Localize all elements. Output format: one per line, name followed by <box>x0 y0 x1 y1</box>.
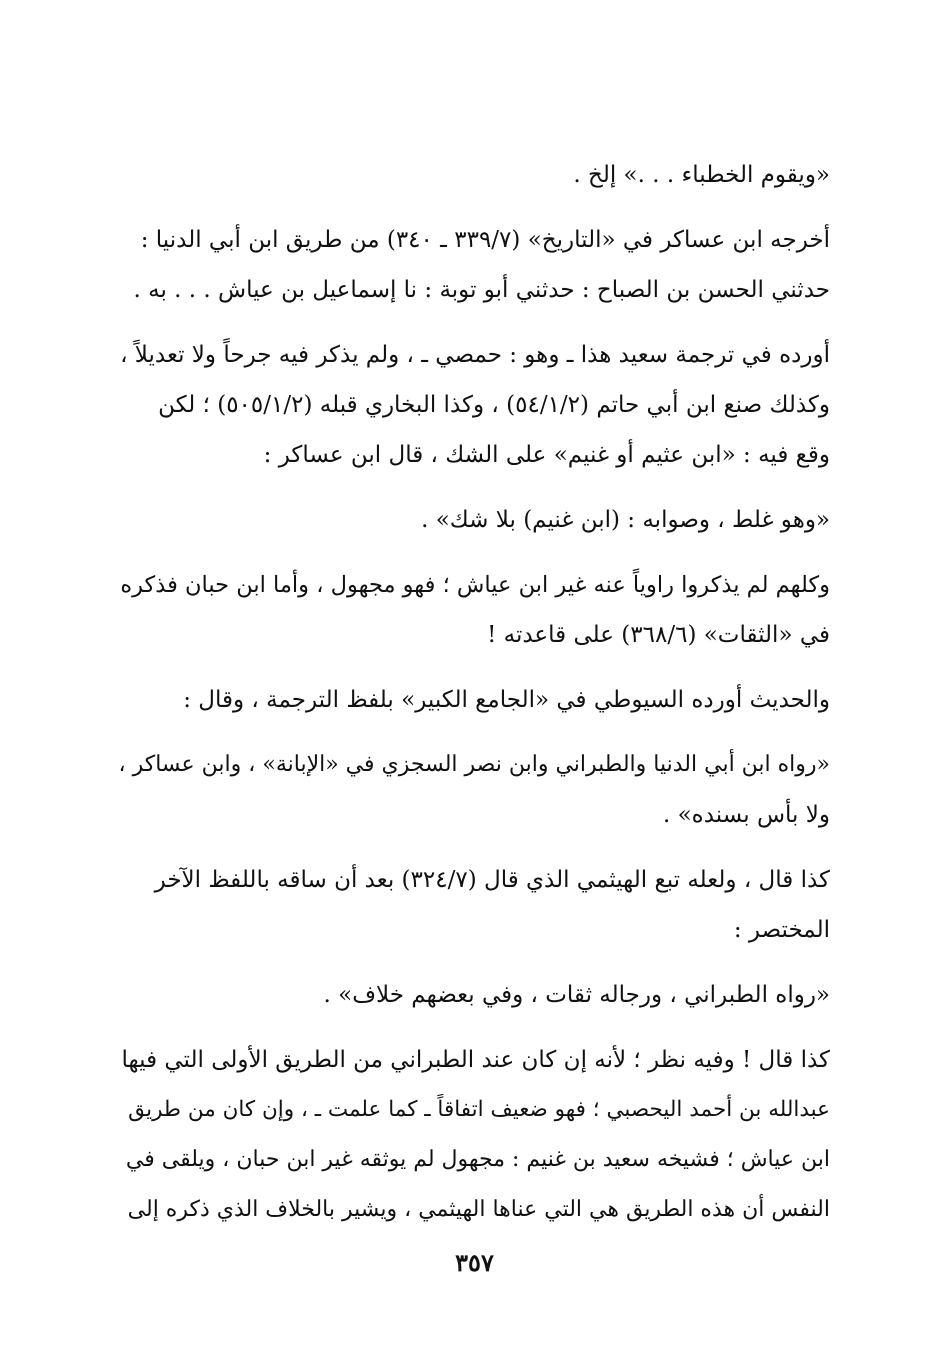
text-line: «رواه الطبراني ، ورجاله ثقات ، وفي بعضهم خلاف» . <box>323 982 830 1008</box>
paragraph <box>118 215 830 315</box>
quote-paragraph <box>118 740 830 840</box>
text-line: «رواه ابن أبي الدنيا والطبراني وابن نصر السجزي في «الإبانة» ، وابن عساكر ، <box>118 752 830 777</box>
paragraph <box>118 560 830 660</box>
paragraph <box>118 330 830 480</box>
text-line: «ويقوم الخطباء . . .» إلخ . <box>573 162 830 188</box>
paragraph <box>118 1035 830 1235</box>
text-line: أخرجه ابن عساكر في «التاريخ» (٣٣٩/٧ ـ ٣٤٠) من طريق ابن أبي الدنيا : <box>140 227 830 253</box>
quote-paragraph <box>118 970 830 1020</box>
text-line: كذا قال ! وفيه نظر ؛ لأنه إن كان عند الطبراني من الطريق الأولى التي فيها <box>121 1047 830 1073</box>
text-line: «وهو غلط ، وصوابه : (ابن غنيم) بلا شك» . <box>421 507 830 533</box>
text-line: عبدالله بن أحمد اليحصبي ؛ فهو ضعيف اتفاقاً ـ كما علمت ـ ، وإن كان من طريق <box>128 1097 830 1122</box>
text-line: كذا قال ، ولعله تبع الهيثمي الذي قال (٣٢٤/٧) بعد أن ساقه باللفظ الآخر <box>154 867 830 893</box>
text-line: في «الثقات» (٣٦٨/٦) على قاعدته ! <box>487 622 830 648</box>
text-line: والحديث أورده السيوطي في «الجامع الكبير» بلفظ الترجمة ، وقال : <box>183 687 830 713</box>
text-line: المختصر : <box>733 917 830 943</box>
page-body <box>118 150 830 1250</box>
paragraph <box>118 855 830 955</box>
paragraph <box>118 150 830 200</box>
paragraph <box>118 675 830 725</box>
text-line: أورده في ترجمة سعيد هذا ـ وهو : حمصي ـ ، ولم يذكر فيه جرحاً ولا تعديلاً ، <box>120 342 830 368</box>
text-line: وكلهم لم يذكروا راوياً عنه غير ابن عياش ؛ فهو مجهول ، وأما ابن حبان فذكره <box>120 572 830 598</box>
page-number: ٣٥٧ <box>455 1248 494 1277</box>
text-line: ولا بأس بسنده» . <box>662 802 830 828</box>
text-line: وقع فيه : «ابن عثيم أو غنيم» على الشك ، قال ابن عساكر : <box>263 442 830 468</box>
text-line: ابن عياش ؛ فشيخه سعيد بن غنيم : مجهول لم يوثقه غير ابن حبان ، ويلقى في <box>125 1147 830 1172</box>
quote-paragraph <box>118 495 830 545</box>
text-line: حدثني الحسن بن الصباح : حدثني أبو توبة : نا إسماعيل بن عياش . . . به . <box>133 277 830 303</box>
text-line: وكذلك صنع ابن أبي حاتم (٥٤/١/٢) ، وكذا البخاري قبله (٥٠٥/١/٢) ؛ لكن <box>158 392 830 418</box>
text-line: النفس أن هذه الطريق هي التي عناها الهيثمي ، ويشير بالخلاف الذي ذكره إلى <box>127 1197 830 1222</box>
